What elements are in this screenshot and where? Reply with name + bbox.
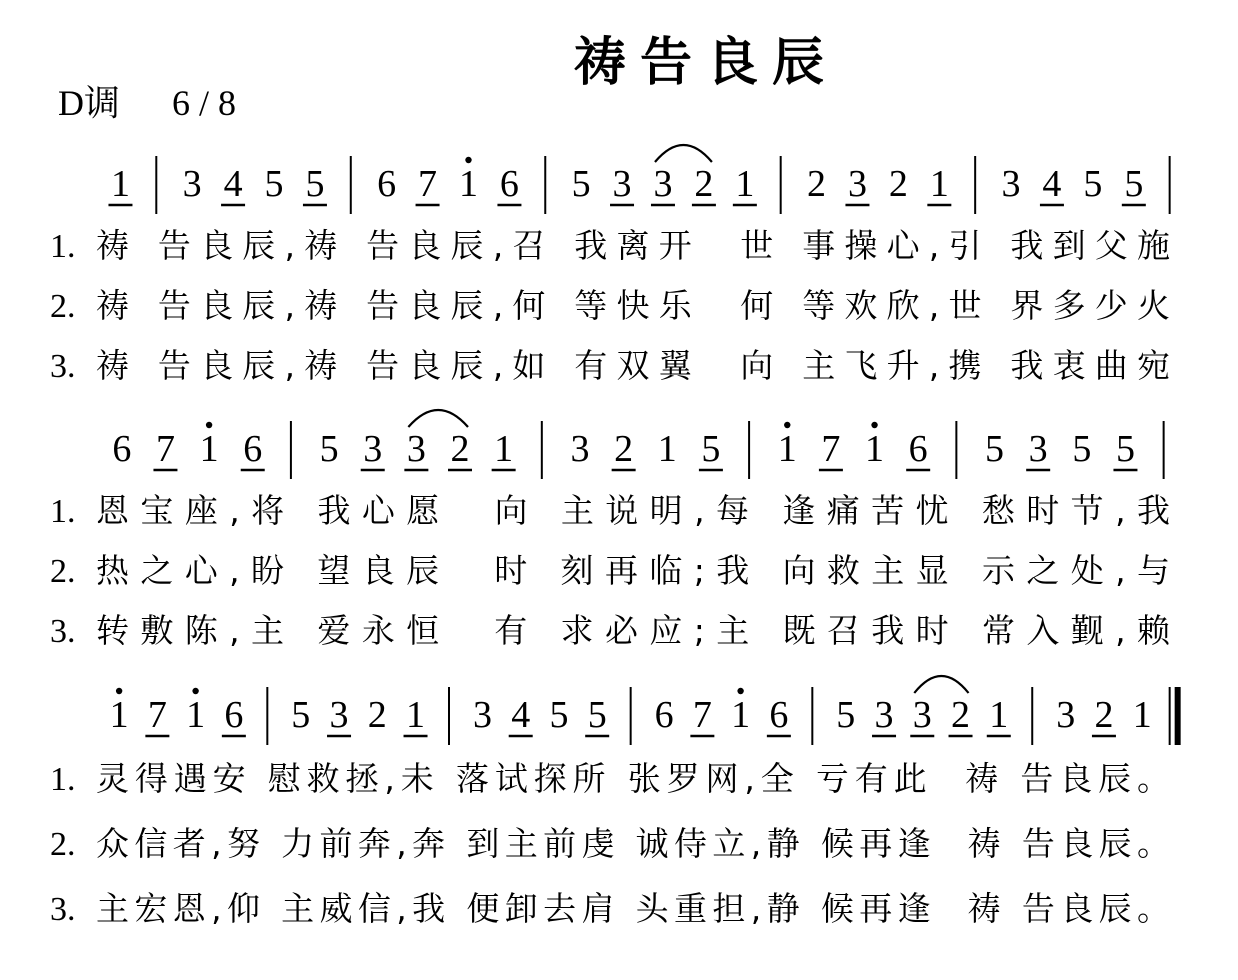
note-digit: 6 [243, 428, 263, 470]
note-digit: 2 [367, 694, 387, 736]
note-digit: 5 [549, 694, 569, 736]
note-digit: 5 [701, 428, 721, 470]
high-octave-dot [871, 422, 877, 428]
verse-lyric: 恩宝座,将 我心愿 向 主说明,每 逢痛苦忧 愁时节,我 [96, 491, 1170, 530]
note-digit: 1 [458, 163, 478, 205]
note-digit: 7 [147, 694, 167, 736]
note-digit: 3 [847, 163, 867, 205]
slur-arc [914, 676, 968, 693]
note-digit: 2 [694, 163, 714, 205]
verse-lyric: 众信者,努 力前奔,奔 到主前虔 诚侍立,静 候再逢 祷 告良辰。 [96, 824, 1170, 863]
note-digit: 2 [807, 163, 827, 205]
note-digit: 1 [929, 163, 949, 205]
note-digit: 5 [571, 163, 591, 205]
note-digit: 3 [1056, 694, 1076, 736]
verse-lyric: 灵得遇安 慰救拯,未 落试探所 张罗网,全 亏有此 祷 告良辰。 [96, 759, 1170, 798]
note-digit: 5 [1072, 428, 1092, 470]
high-octave-dot [206, 422, 212, 428]
note-digit: 6 [377, 163, 397, 205]
note-digit: 3 [472, 694, 492, 736]
note-digit: 3 [1001, 163, 1021, 205]
high-octave-dot [192, 688, 198, 694]
note-digit: 4 [223, 163, 243, 205]
note-digit: 5 [587, 694, 607, 736]
note-digit: 5 [319, 428, 339, 470]
note-digit: 3 [570, 428, 590, 470]
notation-area [50, 145, 1178, 928]
note-digit: 1 [186, 694, 206, 736]
note-digit: 5 [291, 694, 311, 736]
note-digit: 1 [199, 428, 219, 470]
note-digit: 5 [1115, 428, 1135, 470]
slur-arc [655, 145, 712, 162]
note-digit: 5 [305, 163, 325, 205]
note-digit: 6 [499, 163, 519, 205]
note-digit: 3 [406, 428, 426, 470]
note-digit: 3 [329, 694, 349, 736]
verse-number: 2. [50, 288, 76, 325]
verse-number: 1. [50, 228, 76, 265]
note-digit: 7 [692, 694, 712, 736]
note-digit: 7 [418, 163, 438, 205]
note-digit: 1 [777, 428, 797, 470]
note-digit: 1 [865, 428, 885, 470]
verse-lyric: 祷 告良辰,祷 告良辰,召 我离开 世 事操心,引 我到父施 [96, 226, 1170, 265]
note-digit: 3 [1028, 428, 1048, 470]
verse-lyric: 祷 告良辰,祷 告良辰,何 等快乐 何 等欢欣,世 界多少火 [96, 286, 1170, 325]
note-digit: 1 [989, 694, 1009, 736]
note-digit: 4 [511, 694, 531, 736]
note-digit: 7 [155, 428, 175, 470]
note-digit: 5 [1083, 163, 1103, 205]
verse-lyric: 主宏恩,仰 主威信,我 便卸去肩 头重担,静 候再逢 祷 告良辰。 [96, 889, 1170, 928]
note-digit: 1 [494, 428, 514, 470]
note-digit: 6 [224, 694, 244, 736]
song-title: 祷告良辰 [573, 33, 839, 93]
high-octave-dot [784, 422, 790, 428]
note-digit: 1 [657, 428, 677, 470]
note-digit: 5 [1124, 163, 1144, 205]
slur-arc [408, 410, 468, 427]
note-digit: 3 [874, 694, 894, 736]
note-digit: 1 [406, 694, 426, 736]
note-digit: 6 [769, 694, 789, 736]
note-digit: 2 [888, 163, 908, 205]
note-digit: 6 [654, 694, 674, 736]
note-digit: 6 [112, 428, 132, 470]
verse-number: 3. [50, 613, 76, 650]
note-digit: 1 [731, 694, 751, 736]
verse-lyric: 祷 告良辰,祷 告良辰,如 有双翼 向 主飞升,携 我衷曲宛 [96, 346, 1170, 385]
high-octave-dot [465, 157, 471, 163]
note-digit: 3 [653, 163, 673, 205]
note-digit: 5 [264, 163, 284, 205]
note-digit: 3 [182, 163, 202, 205]
verse-number: 1. [50, 761, 76, 798]
time-signature: 6 / 8 [172, 83, 237, 123]
verse-number: 2. [50, 826, 76, 863]
note-digit: 2 [951, 694, 971, 736]
note-digit: 5 [836, 694, 856, 736]
note-digit: 2 [614, 428, 634, 470]
note-digit: 1 [735, 163, 755, 205]
note-digit: 3 [612, 163, 632, 205]
note-digit: 3 [912, 694, 932, 736]
note-digit: 6 [908, 428, 928, 470]
note-digit: 2 [450, 428, 470, 470]
verse-number: 3. [50, 891, 76, 928]
note-digit: 7 [821, 428, 841, 470]
high-octave-dot [737, 688, 743, 694]
note-digit: 5 [985, 428, 1005, 470]
verse-number: 2. [50, 553, 76, 590]
note-digit: 1 [110, 163, 130, 205]
key-signature: D调 [58, 83, 120, 123]
verse-lyric: 转敷陈,主 爱永恒 有 求必应;主 既召我时 常入觐,赖 [96, 611, 1170, 650]
note-digit: 1 [109, 694, 129, 736]
note-digit: 1 [1132, 694, 1152, 736]
high-octave-dot [116, 688, 122, 694]
verse-number: 1. [50, 493, 76, 530]
note-digit: 2 [1094, 694, 1114, 736]
verse-lyric: 热之心,盼 望良辰 时 刻再临;我 向救主显 示之处,与 [96, 551, 1170, 590]
note-digit: 3 [363, 428, 383, 470]
note-digit: 4 [1042, 163, 1062, 205]
verse-number: 3. [50, 348, 76, 385]
